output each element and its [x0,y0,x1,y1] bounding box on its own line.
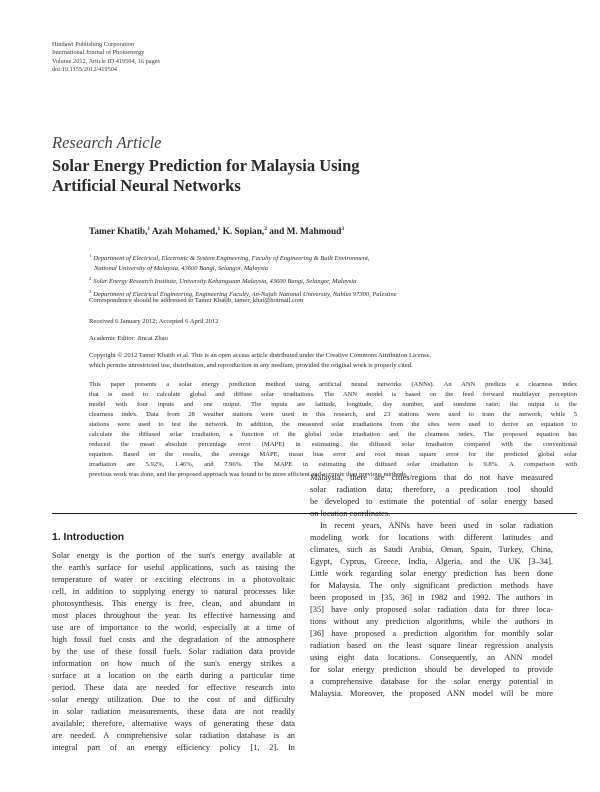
abstract-line: model with four inputs and one output. The inputs are latitude, longitude, day number, and sunshine ratio; the output is the [89,401,577,409]
body-line: photosynthesis. This energy is free, clean, and abundant in [52,599,295,608]
doi[interactable]: doi:10.1155/2012/419504 [52,66,118,74]
body-line: available; therefore, alternative ways of generating these data [52,719,295,728]
author-name: Tamer Khatib, [89,227,148,237]
abstract-line: that is used to calculate global and diffuse solar irradiations. The ANN model is based on the feed forward multilayer perception [89,391,577,399]
abstract-line: clearness index. Data from 28 weather stations were used in this research, and 23 stations were used to train the network, while 5 [89,411,577,419]
body-line: solar radiation data; therefore, a predication tool should [310,485,553,494]
affiliation [89,274,397,287]
body-line: surface at a location on the earth during a particular time [52,671,295,680]
affiliation-text: Department of Electrical, Electronic & System Engineering, Faculty of Engineering & Built Environment, [93,255,370,262]
paper-title [52,156,472,196]
body-line: climates, such as Saudi Arabia, Oman, Spain, Turkey, China, [310,545,553,554]
body-line: the earth's surface for useful applications, such as raising the [52,563,295,572]
right-column [310,472,553,700]
affiliation-mark: 3 [89,288,92,294]
abstract-line: previous work was done, and the proposed approach was found to be more efficient and accurate than previous methods. [89,471,408,479]
body-line: Malaysia, there are cities/regions that do not have measured [310,473,553,482]
author-affil-mark: 3 [341,226,345,232]
body-line: a comprehensive database for the solar energy potential in [310,677,553,686]
body-line: on location coordinates. [310,509,391,518]
correspondence: Correspondence should be addressed to Tamer Khatib, tamer_khat@hotmail.com [89,297,304,304]
affiliation-text: National University of Malaysia, 43600 Bangi, Selangor, Malaysia [94,264,269,272]
body-line: be developed to estimate the potential of solar energy based [310,497,553,506]
academic-editor: Academic Editor: Jincai Zhao [89,335,168,342]
author-affil-mark: 1 [147,226,151,232]
publisher-header [52,41,160,75]
copyright-line: Copyright © 2012 Tamer Khatib et al. This is an open access article distributed under the Creative Commons Attribution License, [89,352,432,359]
body-line: Little work regarding solar energy prediction has been done [310,569,553,578]
body-line: modeling work for locations with different latitudes and [310,533,553,542]
body-line: use are of importance to the world, especially at a time of [52,623,295,632]
body-line: high fossil fuel costs and the degradation of the atmosphere [52,635,295,644]
body-line: Egypt, Cyprus, Greece, India, Algeria, and the UK [3–34]. [310,557,553,566]
abstract-line: equation. Based on the results, the average MAPE, mean bias error and root mean square error for the predicted global solar [89,451,577,459]
affiliation-mark: 1 [89,253,92,258]
received-dates: Received 6 January 2012; Accepted 6 April 2012 [89,318,219,325]
body-line: tions without any prediction algorithms, while the authors in [310,617,553,626]
affiliation-text: Solar Energy Research Institute, University Kebangsaan Malaysia, 43600 Bangi, Selangor, Malaysia [93,277,357,285]
volume-info: Volume 2012, Article ID 419504, 16 pages [52,57,160,65]
author-affil-mark: 1 [217,226,221,232]
body-line: by the use of these fossil fuels. Solar radiation data provide [52,647,295,656]
body-line: in solar radiation measurements, these data are not readily [52,707,295,716]
abstract [89,380,577,480]
section-heading: 1. Introduction [52,532,125,543]
author-name: Azah Mohamed, [150,227,218,237]
affiliation [89,251,397,264]
body-line: [36] have proposed a prediction algorithm for monthly solar [310,629,553,638]
body-line: Solar energy is the portion of the sun's energy available at [52,551,295,560]
body-line: [35] have only proposed solar radiation data for three loca- [310,605,553,614]
publisher-name: Hindawi Publishing Corporation [52,41,135,48]
body-line: information on how much of the sun's energy strikes a [52,659,295,668]
body-line: most places throughout the year. Its effective harnessing and [52,611,295,620]
journal-name: International Journal of Photoenergy [52,49,145,57]
body-line: are needed. A comprehensive solar radiation database is an [52,731,295,740]
body-line: temperature of water or exciting electrons in a photovoltaic [52,575,295,584]
left-column [52,550,295,754]
body-line: been proposed in [35, 36] in 1982 and 1992. The authors in [310,593,553,602]
copyright-line: which permits unrestricted use, distribution, and reproduction in any medium, provided the original work is properly cited. [89,362,413,369]
body-line: for Malaysia. The only significant prediction methods have [310,581,553,590]
abstract-line: calculate the diffused solar irradiation, a function of the global solar irradiation and the clearness index. The proposed equation has [89,431,577,439]
author-list [89,226,344,237]
abstract-line: stations were used to test the network. In addition, the measured solar irradiations from the sites were used to derive an equation to [89,421,577,429]
article-type: Research Article [52,133,162,152]
title-line: Solar Energy Prediction for Malaysia Using [52,156,360,175]
body-line: cell, in addition to supplying energy to natural processes like [52,587,295,596]
author-name: and M. Mahmoud [266,227,342,237]
abstract-line: irradiation are 5.92%, 1.46%, and 7.96%. The MAPE in estimating the diffused solar irradiation is 9.8%. A comparison with [89,461,577,469]
author-name: K. Sopian, [220,227,265,237]
abstract-line: This paper presents a solar energy prediction method using artificial neural networks (ANNs). An ANN predicts a clearness index [89,381,577,388]
body-line: Malaysia. Moreover, the proposed ANN model will be more [310,689,553,698]
affiliation-text: Department of Electrical Engineering, Engineering Faculty, An-Najah National University, Nablus 97300, Palestine [93,290,397,298]
affiliations [89,251,397,300]
body-line: radiation based on the least square linear regression analysis [310,641,553,650]
affiliation-mark: 2 [89,275,92,281]
body-line: solar energy utilization. Due to the cost of and difficulty [52,695,295,704]
body-line: integral part of an energy efficiency policy [1, 2]. In [52,743,295,752]
title-line: Artificial Neural Networks [52,176,241,195]
abstract-line: reduced the mean absolute percentage error (MAPE) in estimating the diffused solar irradiation compared with the conventional [89,441,577,449]
body-line: using eight data locations. Consequently, an ANN model [310,653,553,662]
affiliation [89,264,397,274]
copyright-notice [89,351,431,371]
body-line: for solar energy prediction should be developed to provide [310,665,553,674]
body-line: In recent years, ANNs have been used in solar radiation [320,521,553,530]
author-affil-mark: 2 [264,226,267,232]
body-line: period. These data are needed for effective research into [52,683,295,692]
